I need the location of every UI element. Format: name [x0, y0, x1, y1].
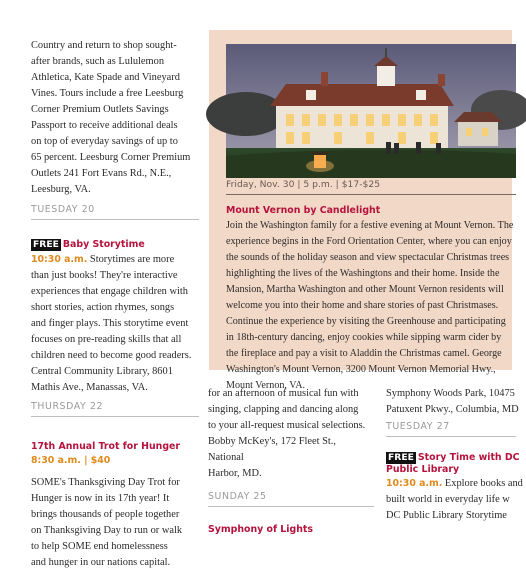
text-line: Athletica, Kate Spade and Vineyard: [31, 72, 180, 83]
text-line: short stories, action rhymes, songs: [31, 302, 175, 313]
text-line: Leesburg, VA.: [31, 184, 91, 195]
text-line: Symphony Woods Park, 10475: [386, 388, 515, 399]
text-line: than just books! They're interactive: [31, 270, 178, 281]
text-line: Hunger is now in its 17th year! It: [31, 493, 170, 504]
text-line: Passport to receive additional deals: [31, 120, 178, 131]
text-line: experience begins in the Ford Orientation Center, where you can enjoy: [226, 236, 512, 247]
text-line: experiences that engage children with: [31, 286, 188, 297]
event-description: [31, 475, 199, 571]
text-line: Harbor, MD.: [208, 468, 262, 479]
text-line: focuses on pre-reading skills that all: [31, 334, 182, 345]
event-time: 10:30 a.m.: [386, 478, 443, 489]
text-line: Outlets 241 Fort Evans Rd., N.E.,: [31, 168, 172, 179]
text-line: and finger plays. This storytime event: [31, 318, 189, 329]
feature-description: [226, 218, 526, 394]
day-heading-tuesday: TUESDAY 20: [31, 204, 199, 220]
text-line: welcome you into their home and share stories of past Christmases.: [226, 300, 499, 311]
event-baby-storytime: [31, 236, 199, 396]
event-story-time: [386, 450, 523, 524]
text-line: 65 percent. Leesburg Corner Premium: [31, 152, 191, 163]
left-column: [31, 38, 199, 571]
text-line: for an afternoon of musical fun with: [208, 388, 359, 399]
event-title-line1: Story Time with DC: [417, 452, 520, 463]
text-line: Mansion, Martha Washington and other Mount Vernon residents will: [226, 284, 504, 295]
event-description: [31, 268, 199, 396]
text-line: SOME's Thanksgiving Day Trot for: [31, 477, 180, 488]
text-line: in 18th-century dancing, enjoy cookies while sipping warm cider by: [226, 332, 502, 343]
text-line: Patuxent Pkwy., Columbia, MD: [386, 404, 519, 415]
event-time-price: 8:30 a.m. | $40: [31, 455, 111, 466]
text-line: highlighting the lives of the Washingtons and their home. Inside the: [226, 268, 500, 279]
text-line: Washington's Mount Vernon, 3200 Mount Vernon Memorial Hwy.,: [226, 364, 496, 375]
event-text-first: Explore books and: [442, 478, 523, 489]
text-line: built world in everyday life w: [386, 494, 510, 505]
text-line: the sounds of the holiday season and view spectacular Christmas trees: [226, 252, 510, 263]
text-line: singing, clapping and dancing along: [208, 404, 359, 415]
event-title-line2: Public Library: [386, 464, 460, 475]
day-heading-sunday: SUNDAY 25: [208, 491, 374, 507]
text-line: Mount Vernon, VA.: [226, 380, 306, 391]
event-description: [386, 492, 516, 524]
continued-paragraph: [386, 386, 519, 418]
event-trot-for-hunger: [31, 440, 199, 571]
feature-meta: Friday, Nov. 30 | 5 p.m. | $17-$25: [226, 179, 516, 195]
text-line: Central Community Library, 8601: [31, 366, 173, 377]
text-line: children need to become good readers.: [31, 350, 192, 361]
middle-column: [208, 386, 374, 535]
event-text-first: Storytimes are more: [87, 254, 175, 265]
day-heading-tuesday-27: TUESDAY 27: [386, 421, 516, 437]
right-column: [386, 386, 523, 524]
event-title: 17th Annual Trot for Hunger: [31, 441, 181, 452]
event-title-symphony-of-lights: Symphony of Lights: [208, 524, 313, 535]
intro-paragraph: [31, 38, 199, 198]
text-line: Join the Washington family for a festive evening at Mount Vernon. The: [226, 220, 514, 231]
text-line: on top of everyday savings of up to: [31, 136, 178, 147]
free-badge: FREE: [388, 452, 414, 463]
mount-vernon-photo: [226, 44, 516, 178]
text-line: after brands, such as Lululemon: [31, 56, 165, 67]
feature-box: [209, 30, 514, 391]
feature-title: Mount Vernon by Candlelight: [226, 205, 381, 216]
free-badge: FREE: [33, 239, 59, 250]
text-line: to help SOME end homelessness: [31, 541, 168, 552]
event-time: 10:30 a.m.: [31, 254, 88, 265]
text-line: to your all-request musical selections.: [208, 420, 366, 431]
text-line: Continue the experience by visiting the Greenhouse and participating: [226, 316, 506, 327]
text-line: Corner Premium Outlets Savings: [31, 104, 169, 115]
text-line: Bobby McKey's, 172 Fleet St., National: [208, 436, 337, 463]
event-title: Baby Storytime: [62, 239, 145, 250]
text-line: on Thanksgiving Day to run or walk: [31, 525, 183, 536]
text-line: the fireplace and pay a visit to Aladdin the Christmas camel. George: [226, 348, 502, 359]
text-line: brings thousands of people together: [31, 509, 180, 520]
day-heading-thursday: THURSDAY 22: [31, 401, 199, 417]
text-line: Vines. Tours include a free Leesburg: [31, 88, 184, 99]
text-line: and hunger in our nations capital.: [31, 557, 171, 568]
continued-paragraph: [208, 386, 374, 482]
text-line: Country and return to shop sought-: [31, 40, 177, 51]
text-line: Mathis Ave., Manassas, VA.: [31, 382, 148, 393]
text-line: DC Public Library Storytime: [386, 510, 507, 521]
